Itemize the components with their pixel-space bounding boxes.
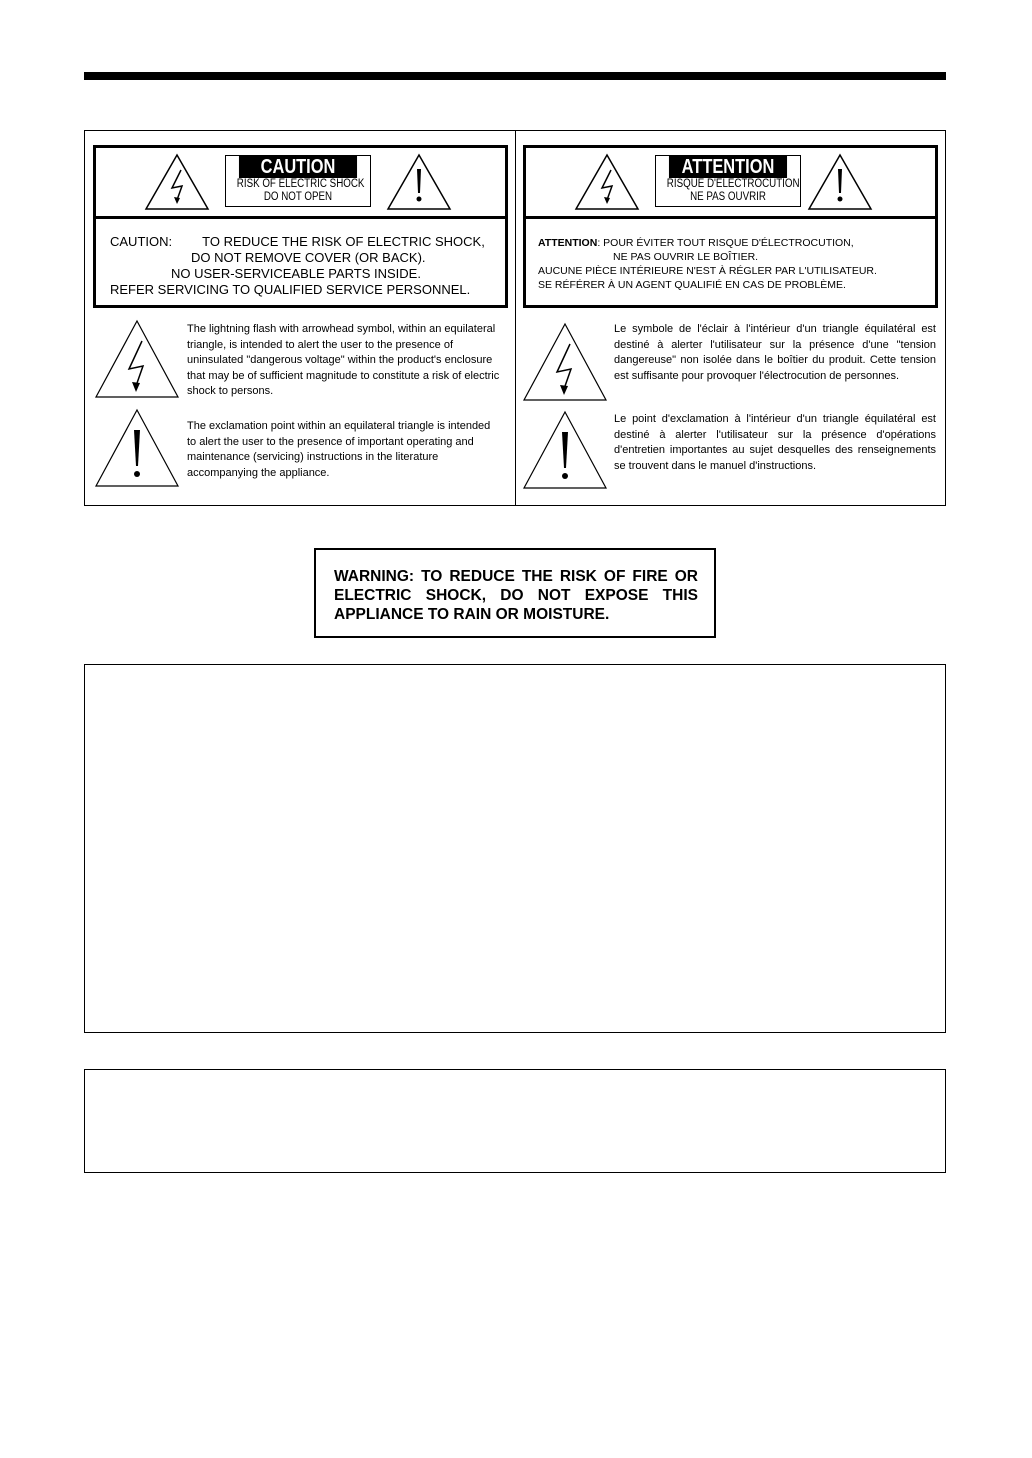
lightning-triangle-icon (522, 322, 608, 402)
empty-notice-box (84, 664, 946, 1033)
exclamation-triangle-icon (386, 153, 452, 211)
attention-label-title-block (655, 155, 801, 207)
caution-label (93, 145, 508, 308)
caution-label-sub1: RISK OF ELECTRIC SHOCK (236, 178, 365, 190)
attention-line-2: NE PAS OUVRIR LE BOÎTIER. (613, 251, 759, 263)
exclamation-triangle-icon (522, 410, 608, 490)
caution-line-1-prefix: CAUTION: (110, 234, 173, 249)
attention-line-1-text: : POUR ÉVITER TOUT RISQUE D'ÉLECTROCUTION, (597, 237, 854, 249)
lightning-triangle-icon (144, 153, 210, 211)
empty-notice-box-small (84, 1069, 946, 1173)
exclamation-symbol-description-en: The exclamation point within an equilateral triangle is intended to alert the user to the presence of important operating and maintenance (servicing) instructions in the literature accompanying the appliance. (187, 420, 491, 479)
caution-line-1-text: TO REDUCE THE RISK OF ELECTRIC SHOCK, (202, 234, 485, 249)
attention-line-3: AUCUNE PIÈCE INTÉRIEURE N'EST À RÉGLER PAR L'UTILISATEUR. (538, 265, 877, 277)
warning-text: WARNING: TO REDUCE THE RISK OF FIRE OR ELECTRIC SHOCK, DO NOT EXPOSE THIS APPLIANCE TO RAIN OR MOISTURE. (334, 568, 698, 623)
caution-label-title-block (225, 155, 371, 207)
attention-label-title: ATTENTION (669, 156, 787, 178)
exclamation-triangle-icon (807, 153, 873, 211)
attention-label (523, 145, 938, 308)
caution-line-3: NO USER-SERVICEABLE PARTS INSIDE. (171, 266, 421, 281)
warning-box (314, 548, 716, 638)
caution-line-2: DO NOT REMOVE COVER (OR BACK). (191, 250, 426, 265)
caution-line-1 (110, 234, 485, 250)
panel-divider (515, 130, 516, 506)
lightning-symbol-description-fr: Le symbole de l'éclair à l'intérieur d'un triangle équilatéral est destiné à alerter l'utilisateur sur la présence d'une "tension dangereuse" non isolée dans le boîtier du produit. Cette tension est suffisante pour provoquer l'électrocution de personnes. (614, 323, 936, 382)
lightning-triangle-icon (94, 319, 180, 399)
caution-line-4: REFER SERVICING TO QUALIFIED SERVICE PERSONNEL. (110, 282, 471, 297)
caution-label-sub2: DO NOT OPEN (263, 191, 333, 203)
lightning-symbol-description-en: The lightning flash with arrowhead symbol, within an equilateral triangle, is intended to alert the user to the presence of uninsulated "dangerous voltage" within the product's enclosure that may be of sufficient magnitude to constitute a risk of electric shock to persons. (187, 323, 500, 397)
exclamation-symbol-description-fr: Le point d'exclamation à l'intérieur d'un triangle équilatéral est destiné à alerter l'utilisateur sur la présence d'opérations d'entretien importantes au sujet desquelles des renseignements se trouvent dans le manuel d'instructions. (614, 413, 936, 472)
attention-label-sub1: RISQUE D'ÉLECTROCUTION (666, 178, 800, 190)
attention-line-4: SE RÉFÉRER À UN AGENT QUALIFIÉ EN CAS DE PROBLÈME. (538, 279, 846, 291)
top-rule (84, 72, 946, 80)
caution-label-title: CAUTION (239, 156, 357, 178)
exclamation-triangle-icon (94, 408, 180, 488)
attention-label-sub2: NE PAS OUVRIR (690, 191, 766, 203)
attention-line-1-prefix: ATTENTION (538, 237, 598, 249)
attention-line-1 (538, 236, 854, 250)
lightning-triangle-icon (574, 153, 640, 211)
